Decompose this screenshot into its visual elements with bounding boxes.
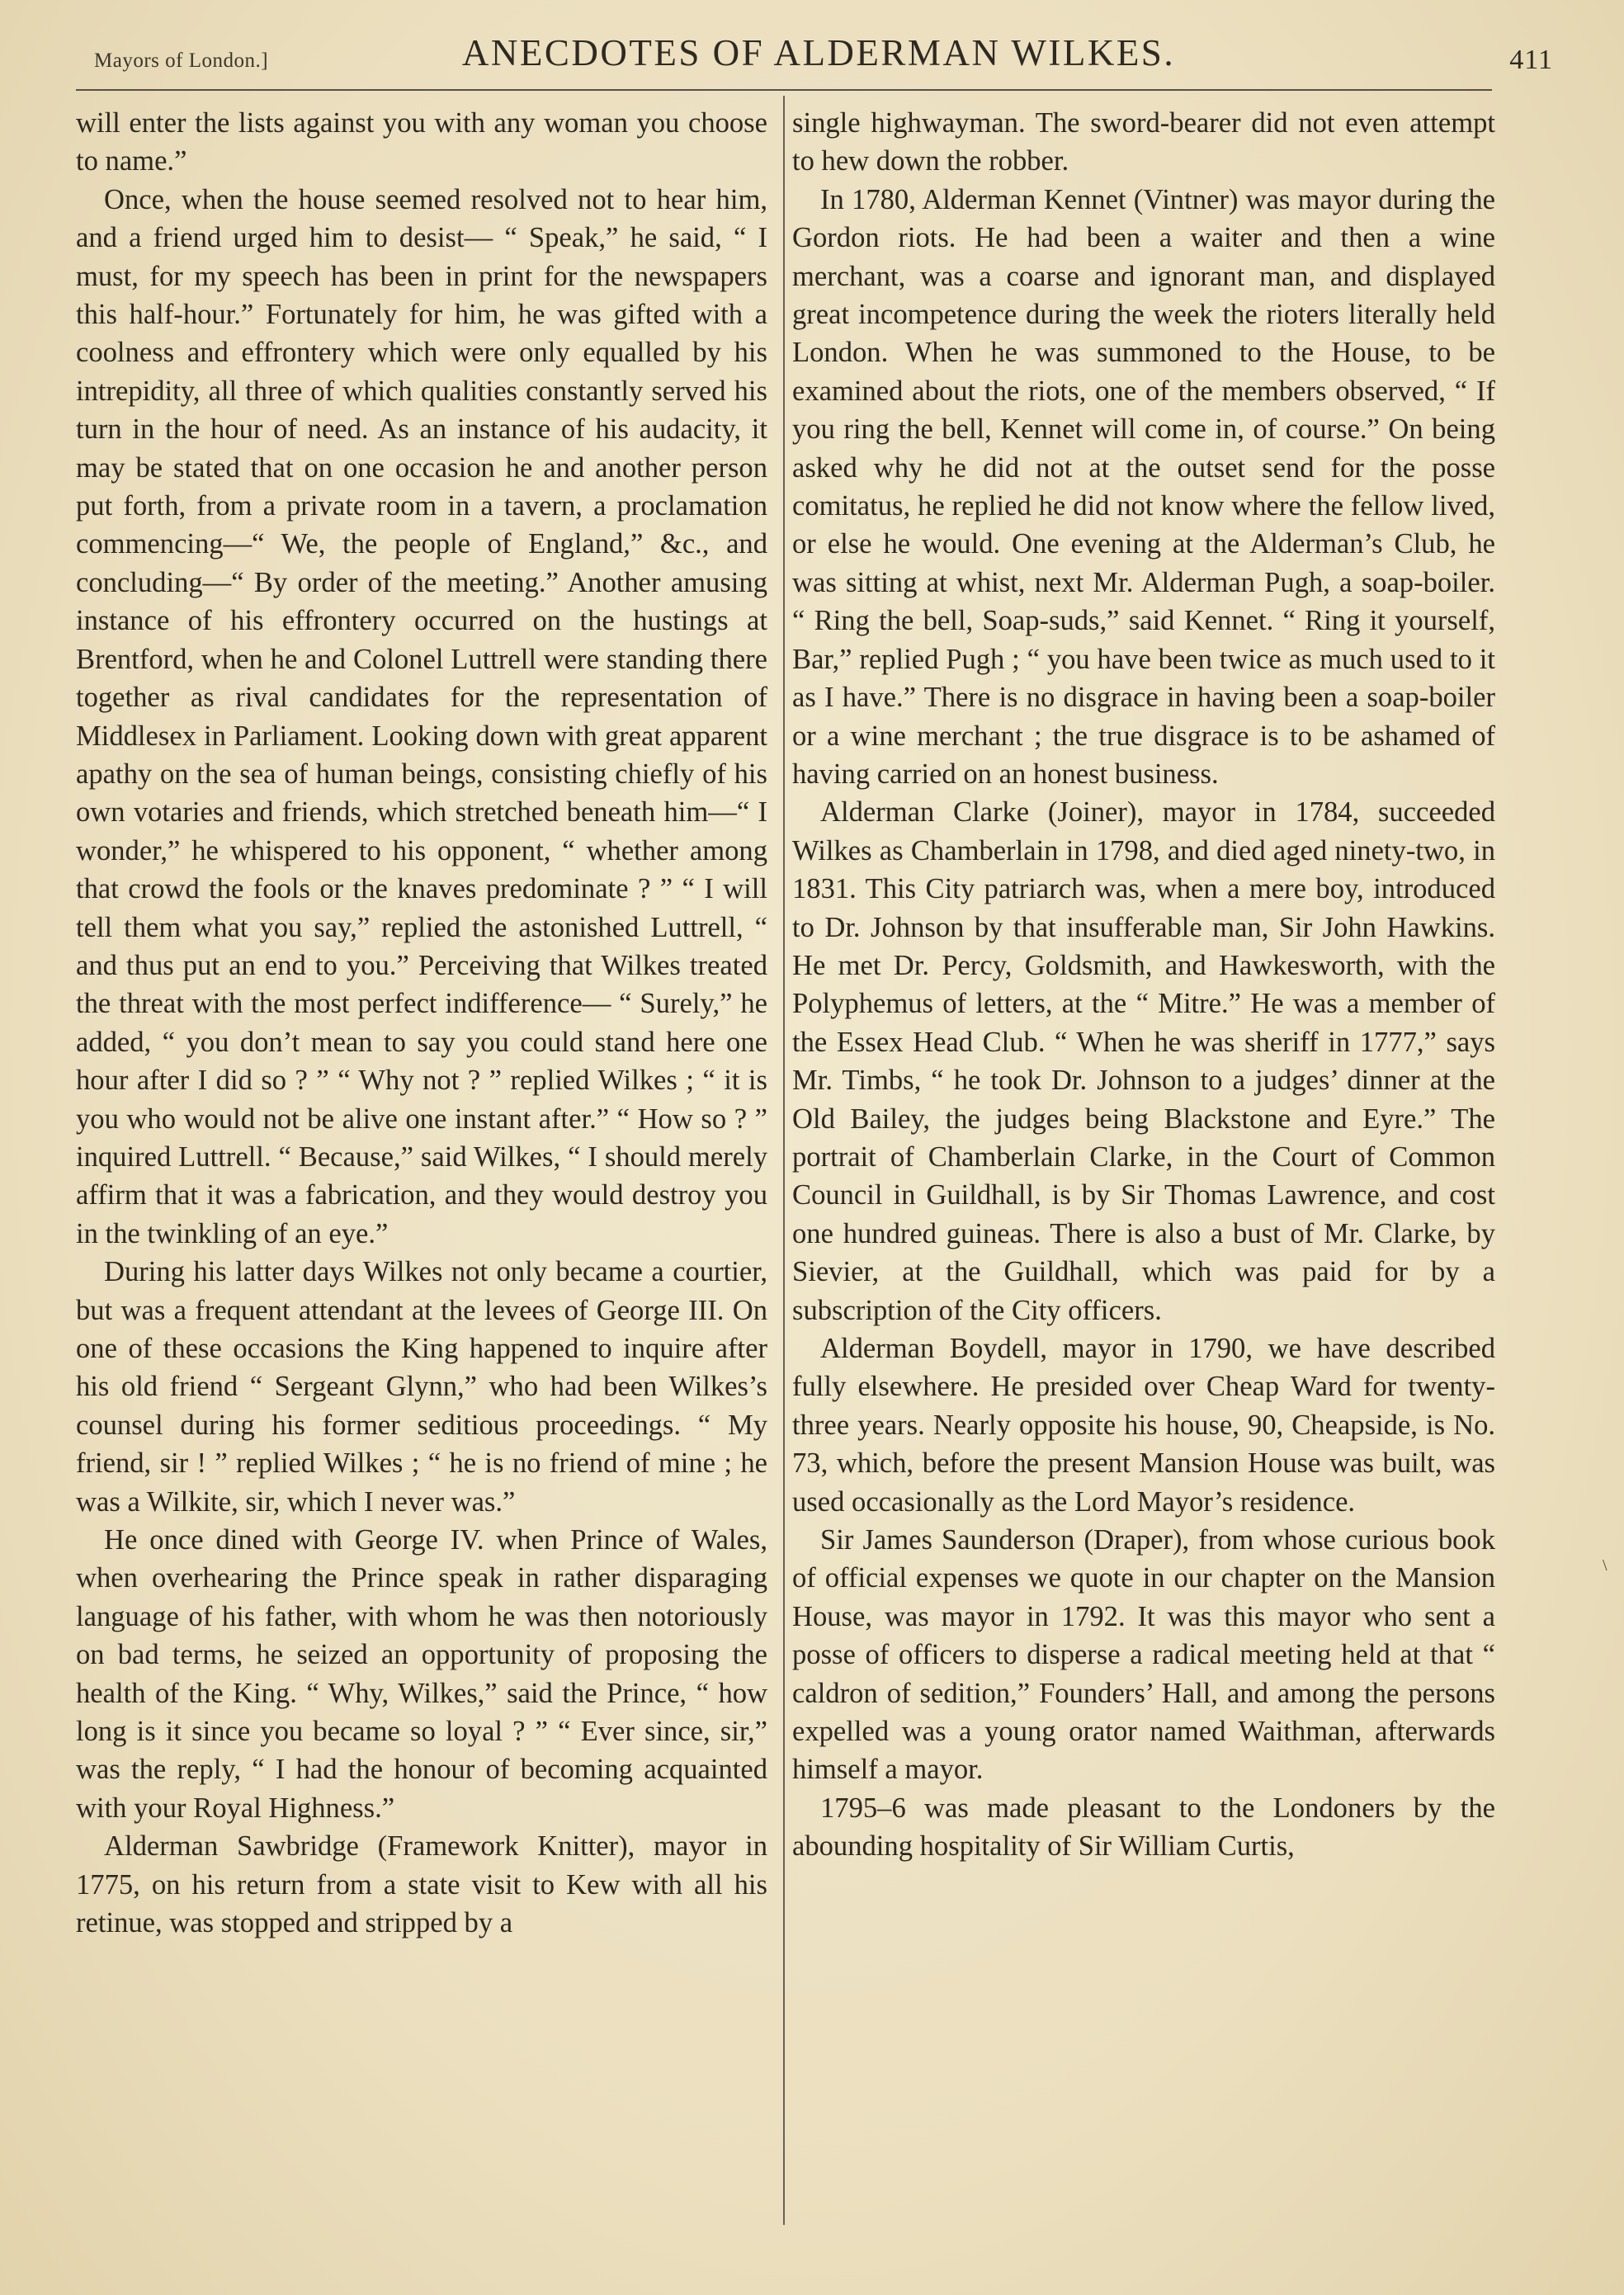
paragraph: 1795–6 was made pleasant to the Londoners by the abounding hospitality of Sir William Curtis,	[792, 1792, 1495, 1863]
paragraph: will enter the lists against you with any woman you choose to name.”	[76, 107, 767, 177]
paragraph: Alderman Sawbridge (Framework Knitter), mayor in 1775, on his return from a state visit to Kew with all his retinue, was stopped and stripped by a	[76, 1830, 767, 1939]
page-number: 411	[1509, 45, 1553, 75]
left-column	[76, 104, 767, 1943]
paragraph: He once dined with George IV. when Prince of Wales, when overhearing the Prince speak in rather disparaging language of his father, with whom he was then notoriously on bad terms, he seized an opportunity of proposing the health of the King. “ Why, Wilkes,” said the Prince, “ how long is it since you became so loyal ? ” “ Ever since, sir,” was the reply, “ I had the honour of becoming acquainted with your Royal Highness.”	[76, 1524, 767, 1824]
right-column	[792, 104, 1495, 1866]
paragraph: single highwayman. The sword-bearer did not even attempt to hew down the robber.	[792, 107, 1495, 177]
running-head	[76, 31, 1561, 84]
margin-tick-mark: \	[1603, 1556, 1607, 1575]
paragraph: In 1780, Alderman Kennet (Vintner) was mayor during the Gordon riots. He had been a waiter and then a wine merchant, was a coarse and ignorant man, and displayed great incompetence during the week the rioters literally held London. When he was summoned to the House, to be examined about the riots, one of the members observed, “ If you ring the bell, Kennet will come in, of course.” On being asked why he did not at the outset send for the posse comitatus, he replied he did not know where the fellow lived, or else he would. One evening at the Alderman’s Club, he was sitting at whist, next Mr. Alderman Pugh, a soap-boiler. “ Ring the bell, Soap-suds,” said Kennet. “ Ring it yourself, Bar,” replied Pugh ; “ you have been twice as much used to it as I have.” There is no disgrace in having been a soap-boiler or a wine merchant ; the true disgrace is to be ashamed of having carried on an honest business.	[792, 183, 1495, 790]
paragraph: Alderman Clarke (Joiner), mayor in 1784, succeeded Wilkes as Chamberlain in 1798, and died aged ninety-two, in 1831. This City patriarch was, when a mere boy, introduced to Dr. Johnson by that insufferable man, Sir John Hawkins. He met Dr. Percy, Goldsmith, and Hawkesworth, with the Polyphemus of letters, at the “ Mitre.” He was a member of the Essex Head Club. “ When he was sheriff in 1777,” says Mr. Timbs, “ he took Dr. Johnson to a judges’ dinner at the Old Bailey, the judges being Blackstone and Eyre.” The portrait of Chamberlain Clarke, in the Court of Common Council in Guildhall, is by Sir Thomas Lawrence, and cost one hundred guineas. There is also a bust of Mr. Clarke, by Sievier, at the Guildhall, which was paid for by a subscription of the City officers.	[792, 796, 1495, 1326]
header-rule	[76, 89, 1492, 91]
paragraph: During his latter days Wilkes not only became a courtier, but was a frequent attendant at the levees of George III. On one of these occasions the King happened to inquire after his old friend “ Sergeant Glynn,” who had been Wilkes’s counsel during his former seditious proceedings. “ My friend, sir ! ” replied Wilkes ; “ he is no friend of mine ; he was a Wilkite, sir, which I never was.”	[76, 1256, 767, 1518]
column-divider	[783, 96, 785, 2225]
page-title: ANECDOTES OF ALDERMAN WILKES.	[461, 32, 1176, 73]
paragraph: Sir James Saunderson (Draper), from whose curious book of official expenses we quote in our chapter on the Mansion House, was mayor in 1792. It was this mayor who sent a posse of officers to disperse a radical meeting held at that “ caldron of sedition,” Founders’ Hall, and among the persons expelled was a young orator named Waithman, afterwards himself a mayor.	[792, 1524, 1495, 1786]
paragraph: Alderman Boydell, mayor in 1790, we have described fully elsewhere. He presided over Cheap Ward for twenty-three years. Nearly opposite his house, 90, Cheapside, is No. 73, which, before the present Mansion House was built, was used occasionally as the Lord Mayor’s residence.	[792, 1333, 1495, 1518]
paragraph: Once, when the house seemed resolved not to hear him, and a friend urged him to desist— “ Speak,” he said, “ I must, for my speech has been in print for the newspapers this half-hour.” Fortunately for him, he was gifted with a coolness and effrontery which were only equalled by his intrepidity, all three of which qualities constantly served his turn in the hour of need. As an instance of his audacity, it may be stated that on one occasion he and another person put forth, from a private room in a tavern, a proclamation commencing—“ We, the people of England,” &c., and concluding—“ By order of the meeting.” Another amusing instance of his effrontery occurred on the hustings at Brentford, when he and Colonel Luttrell were standing there together as rival candidates for the representation of Middlesex in Parliament. Looking down with great apparent apathy on the sea of human beings, consisting chiefly of his own votaries and friends, which stretched beneath him—“ I wonder,” he whispered to his opponent, “ whether among that crowd the fools or the knaves predominate ? ” “ I will tell them what you say,” replied the astonished Luttrell, “ and thus put an end to you.” Perceiving that Wilkes treated the threat with the most perfect indifference— “ Surely,” he added, “ you don’t mean to say you could stand here one hour after I did so ? ” “ Why not ? ” replied Wilkes ; “ it is you who would not be alive one instant after.” “ How so ? ” inquired Luttrell. “ Because,” said Wilkes, “ I should merely affirm that it was a fabrication, and they would destroy you in the twinkling of an eye.”	[76, 183, 767, 1249]
section-label: Mayors of London.]	[94, 50, 269, 72]
